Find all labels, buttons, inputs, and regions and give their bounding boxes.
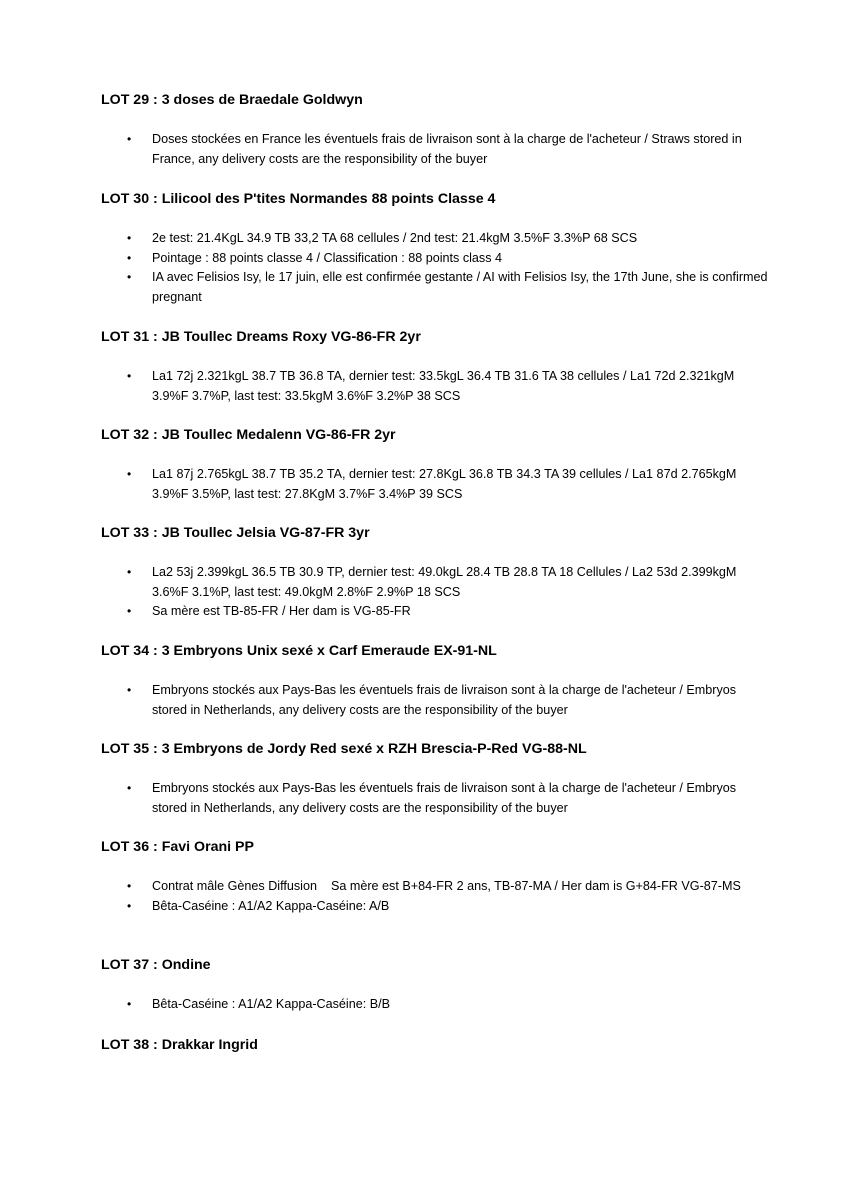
list-item-text: Bêta-Caséine : A1/A2 Kappa-Caséine: A/B [152, 898, 390, 913]
bullet-icon: • [127, 132, 132, 146]
lot-title: LOT 31 : JB Toullec Dreams Roxy VG-86-FR 2yr [101, 329, 421, 345]
bullet-icon: • [127, 683, 132, 697]
list-item [101, 563, 772, 602]
list-item-text: Pointage : 88 points classe 4 / Classification : 88 points class 4 [152, 250, 503, 265]
list-item [101, 681, 772, 720]
bullet-icon: • [127, 231, 132, 245]
bullet-icon: • [127, 250, 132, 265]
list-item [101, 995, 772, 1015]
list-item [101, 229, 772, 249]
bullet-list [101, 563, 781, 622]
list-item-text: Sa mère est TB-85-FR / Her dam is VG-85-FR [152, 604, 411, 619]
list-item-text: La2 53j 2.399kgL 36.5 TB 30.9 TP, dernier test: 49.0kgL 28.4 TB 28.8 TA 18 Cellules / La2 53d 2.399kgM 3.6%F 3.1%P, last test: 49.0kgM 2.8%F 2.9%P 18 SCS [152, 565, 737, 599]
lot-title: LOT 34 : 3 Embryons Unix sexé x Carf Emeraude EX-91-NL [101, 643, 497, 659]
bullet-list [101, 229, 781, 307]
list-item [101, 602, 772, 622]
lot-title: LOT 29 : 3 doses de Braedale Goldwyn [101, 92, 363, 108]
list-item [101, 249, 772, 269]
list-item [101, 877, 772, 897]
list-item [101, 779, 772, 818]
bullet-icon: • [127, 565, 132, 579]
bullet-icon: • [127, 270, 132, 285]
lot-30 [101, 190, 781, 307]
lot-title: LOT 37 : Ondine [101, 957, 211, 973]
bullet-icon: • [127, 879, 132, 893]
lot-34 [101, 642, 781, 720]
bullet-icon: • [127, 604, 132, 619]
list-item [101, 130, 772, 169]
list-item [101, 367, 772, 406]
lot-38 [101, 1036, 781, 1054]
list-item-text: IA avec Felisios Isy, le 17 juin, elle est confirmée gestante / AI with Felisios Isy, the 17th June, she is confirmed pregnant [152, 270, 768, 304]
list-item-text: Contrat mâle Gènes Diffusion Sa mère est B+84-FR 2 ans, TB-87-MA / Her dam is G+84-FR VG-87-MS [152, 879, 741, 893]
lot-33 [101, 524, 781, 622]
bullet-list [101, 367, 781, 406]
lot-title: LOT 35 : 3 Embryons de Jordy Red sexé x RZH Brescia-P-Red VG-88-NL [101, 741, 587, 757]
bullet-icon: • [127, 467, 132, 481]
lot-title: LOT 33 : JB Toullec Jelsia VG-87-FR 3yr [101, 525, 370, 541]
list-item-text: Embryons stockés aux Pays-Bas les éventuels frais de livraison sont à la charge de l'acheteur / Embryos stored in Netherlands, any delivery costs are the responsibility of the buyer [152, 781, 737, 815]
list-item [101, 465, 772, 504]
list-item-text: Doses stockées en France les éventuels frais de livraison sont à la charge de l'acheteur / Straws stored in France, any delivery costs are the responsibility of the buyer [152, 132, 742, 166]
bullet-list [101, 995, 781, 1015]
bullet-list [101, 130, 781, 169]
list-item-text: La1 87j 2.765kgL 38.7 TB 35.2 TA, dernier test: 27.8KgL 36.8 TB 34.3 TA 39 cellules / La1 87d 2.765kgM 3.9%F 3.5%P, last test: 27.8KgM 3.7%F 3.4%P 39 SCS [152, 467, 737, 501]
list-item [101, 897, 772, 917]
lot-29 [101, 91, 781, 169]
bullet-icon: • [127, 781, 132, 795]
bullet-list [101, 465, 781, 504]
lot-37 [101, 956, 781, 1015]
bullet-icon: • [127, 369, 132, 383]
lot-title: LOT 32 : JB Toullec Medalenn VG-86-FR 2yr [101, 427, 396, 443]
lot-title: LOT 30 : Lilicool des P'tites Normandes 88 points Classe 4 [101, 191, 496, 207]
list-item-text: La1 72j 2.321kgL 38.7 TB 36.8 TA, dernier test: 33.5kgL 36.4 TB 31.6 TA 38 cellules / La1 72d 2.321kgM 3.9%F 3.7%P, last test: 33.5kgM 3.6%F 3.2%P 38 SCS [152, 369, 735, 403]
lot-31 [101, 328, 781, 406]
list-item-text: Bêta-Caséine : A1/A2 Kappa-Caséine: B/B [152, 997, 391, 1011]
list-item [101, 268, 772, 307]
list-item-text: Embryons stockés aux Pays-Bas les éventuels frais de livraison sont à la charge de l'acheteur / Embryos stored in Netherlands, any delivery costs are the responsibility of the buyer [152, 683, 737, 717]
lot-36 [101, 838, 781, 916]
lot-32 [101, 426, 781, 504]
list-item-text: 2e test: 21.4KgL 34.9 TB 33,2 TA 68 cellules / 2nd test: 21.4kgM 3.5%F 3.3%P 68 SCS [152, 231, 638, 245]
lot-title: LOT 38 : Drakkar Ingrid [101, 1037, 258, 1053]
bullet-icon: • [127, 997, 132, 1011]
lot-35 [101, 740, 781, 818]
bullet-list [101, 779, 781, 818]
lot-title: LOT 36 : Favi Orani PP [101, 839, 254, 855]
bullet-list [101, 877, 781, 916]
bullet-icon: • [127, 898, 132, 913]
bullet-list [101, 681, 781, 720]
